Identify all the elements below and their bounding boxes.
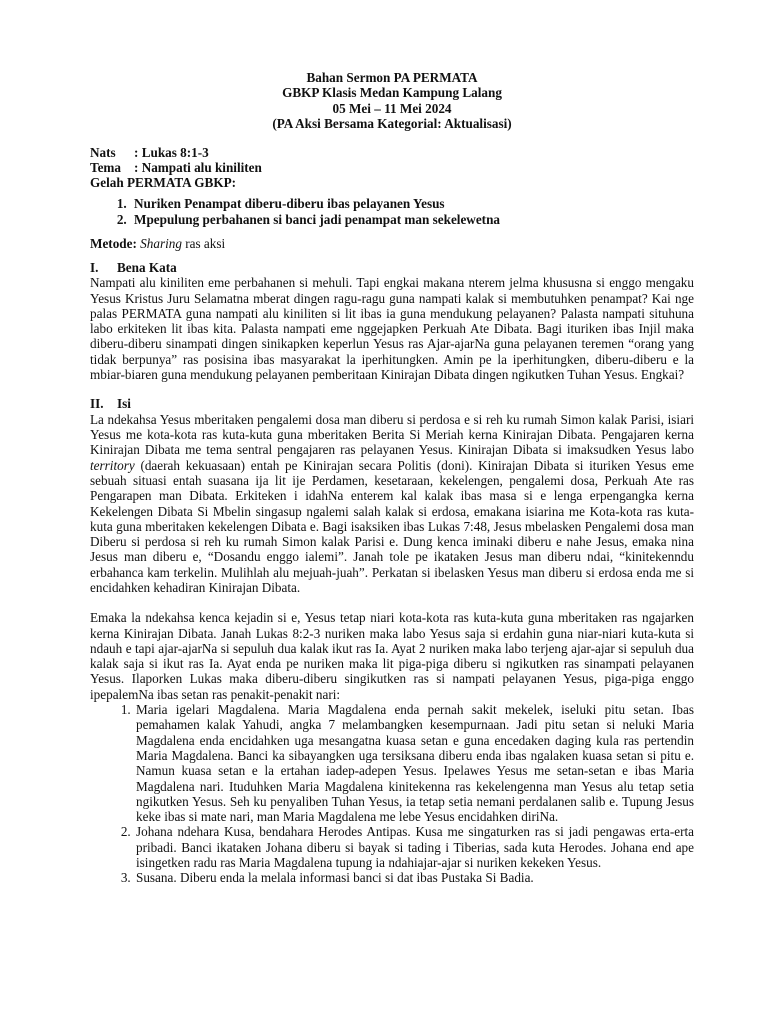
goal-item: 1. Nuriken Penampat diberu-diberu ibas pelayanen Yesus: [130, 196, 694, 212]
list-item: 1. Maria igelari Magdalena. Maria Magdalena enda pernah sakit mekelek, iseluki pitu setan. Ibas pemahamen kalak Yahudi, angka 7 melambangken kesempurnaan. Jadi pitu setan si neluki Maria Magdalena enda encidahken uga mesangatna kuasa setan e guna encedaken daging kula ras pertendin Maria Magdalena. Banci ka sibayangken uga tersiksana diberu enda ibas ngalaken kuasa setan si pitu e. Namun kuasa setan e la ertahan iadep-adepen Yesus. Ipelawes Yesus me setan-setan e ibas Maria Magdalena nari. Ituduhken Maria Magdalena kinitekenna ras kekelengenna man Yesus alu tetap setia ngikutken Yesus. Seh ku penyaliben Tuhan Yesus, ia tetap setia nemani perdalanen salib e. Tupung Jesus keke ibas si mate nari, man Maria Magdalena me lebe Yesus encidahken diriNa.: [134, 702, 694, 824]
gelah-label: Gelah PERMATA GBKP:: [90, 175, 237, 191]
section-2-paragraph-2: Emaka la ndekahsa kenca kejadin si e, Yesus tetap niari kota-kota ras kuta-kuta guna mberitaken ras ngajarken kerna Kinirajan Dibata. Janah Lukas 8:2-3 nuriken maka labo Yesus saja si erdahin guna niar-niari kuta-kuta si ndauh e tapi ajar-ajarNa si sepuluh dua kalak ikut ras Ia. Ayat 2 nuriken maka labo terjeng ajar-ajar si sepuluh dua kalak saja si ikut ras Ia. Ayat enda pe nuriken maka lit piga-piga diberu si ngikutken ras sinampati pelayanen Yesus. Ilaporken Lukas maka diberu-diberu singikutken ras si nampati pelayanen Yesus, piga-piga enggo ipepalemNa ibas setan ras penakit-penakit nari:: [90, 610, 694, 702]
document-page: [90, 70, 694, 886]
header-organization: GBKP Klasis Medan Kampung Lalang: [282, 85, 502, 101]
goals-list: [90, 196, 694, 228]
list-item: 3. Susana. Diberu enda la melala informasi banci si dat ibas Pustaka Si Badia.: [134, 870, 694, 885]
section-2-heading: [90, 396, 694, 411]
tema-label: Tema: [90, 160, 122, 176]
section-2-title: Isi: [117, 396, 131, 412]
tema-value: : Nampati alu kiniliten: [134, 160, 262, 176]
section-1-heading: [90, 260, 694, 275]
emphasis-term: territory: [90, 457, 135, 473]
paragraph-text: La ndekahsa Yesus mberitaken pengalemi dosa man diberu si perdosa e si reh ku rumah Simon kalak Parisi, isiari Yesus me kota-kota ras kuta-kuta guna mberitaken Berita Si Meriah kerna Kinirajan Dibata. Pengajaren kerna Kinirajan Dibata me tema sentral pengajaren ras pelayanen Yesus. Kinirajan Dibata si imaksudken Yesus labo: [90, 411, 694, 458]
nats-value: : Lukas 8:1-3: [134, 144, 209, 160]
method-rest: ras aksi: [181, 235, 226, 251]
nats-label: Nats: [90, 144, 116, 160]
method-emphasis: Sharing: [140, 235, 182, 251]
paragraph-gap: [90, 595, 694, 610]
method-label: Metode:: [90, 235, 137, 251]
nats-row: [90, 145, 694, 160]
list-item: 2. Johana ndehara Kusa, bendahara Herodes Antipas. Kusa me singaturken ras si jadi pengawas erta-erta pribadi. Banci ikataken Johana diberu si bayak si tading i Tiberias, sada kuta Herodes. Johana end ape isingetken radu ras Maria Magdalena tupung ia ndahiajar-ajar si nuriken kekeken Yesus.: [134, 824, 694, 870]
header-subtitle: (PA Aksi Bersama Kategorial: Aktualisasi): [272, 116, 512, 132]
section-2-paragraph-1: [90, 412, 694, 596]
meta-block: [90, 145, 694, 191]
people-list: [90, 702, 694, 886]
header-title: Bahan Sermon PA PERMATA: [306, 70, 478, 85]
section-2-number: II.: [90, 396, 104, 412]
document-header: [90, 70, 694, 132]
section-1-title: Bena Kata: [117, 259, 177, 275]
paragraph-text: (daerah kekuasaan) entah pe Kinirajan secara Politis (doni). Kinirajan Dibata si ituriken Yesus eme sebuah situasi entah suasana ija lit ije Perdamen, kesetaraan, kekelengen, pengalemi dosa, Perkuah Ate ras Pengarapen man Dibata. Erkiteken i idahNa enterem kal kalak ibas masa si e lenga erpengangka kerna Kekelengen Dibata Si Mbelin singasup ngalemi salah kalak si erdosa, emakana isiarina me Kota-kota ras kuta-kuta guna mberitaken kekelengen Dibata e. Bagi isaksiken ibas Lukas 7:48, Jesus mbelasken Pengalemi dosa man Diberu si perdosa si reh ku rumah Simon kalak Parisi e. Dung kenca iminaki diberu e nahe Jesus, emaka nina Jesus man diberu e, “Dosandu enggo ialemi”. Janah tole pe ikataken Jesus man diberu ndai, “kinitekenndu erbahanca kam terkelin. Mulihlah alu mejuah-juah”. Perkatan si ibelasken Yesus man diberu si erdosa enda me si encidahken kehadiran Kinirajan Dibata.: [90, 457, 694, 595]
header-date: 05 Mei – 11 Mei 2024: [332, 100, 452, 116]
method-line: [90, 236, 694, 252]
section-1-number: I.: [90, 259, 99, 275]
goal-item: 2. Mpepulung perbahanen si banci jadi penampat man sekelewetna: [130, 212, 694, 228]
section-1-text: Nampati alu kiniliten eme perbahanen si mehuli. Tapi engkai makana nterem jelma khususna si enggo mengaku Yesus Kristus Juru Selamatna mberat dingen ragu-ragu guna nampati kalak si membutuhken penampat? Kai nge palas PERMATA guna nampati alu kiniliten si lit ibas ia guna mendukung pelayanen? Palasta nampati situhuna labo erkiteken lit ibas kita. Palasta nampati eme nggejapken Perkuah Ate Dibata. Bagi ituriken ibas Injil maka diberu-diberu sinampati dingen sinikapken keperlun Yesus ras Ajar-ajarNa guna pelayanen teremen “orang yang tidak berpunya” ras posisina ibas masyarakat la iperhitungken. Amin pe la iperhitungken, diberu-diberu e la mbiar-biaren guna mendukung pelayanen pemberitaan Kinirajan Dibata dingen ngikutken Tuhan Yesus. Engkai?: [90, 275, 694, 383]
tema-row: [90, 160, 694, 175]
